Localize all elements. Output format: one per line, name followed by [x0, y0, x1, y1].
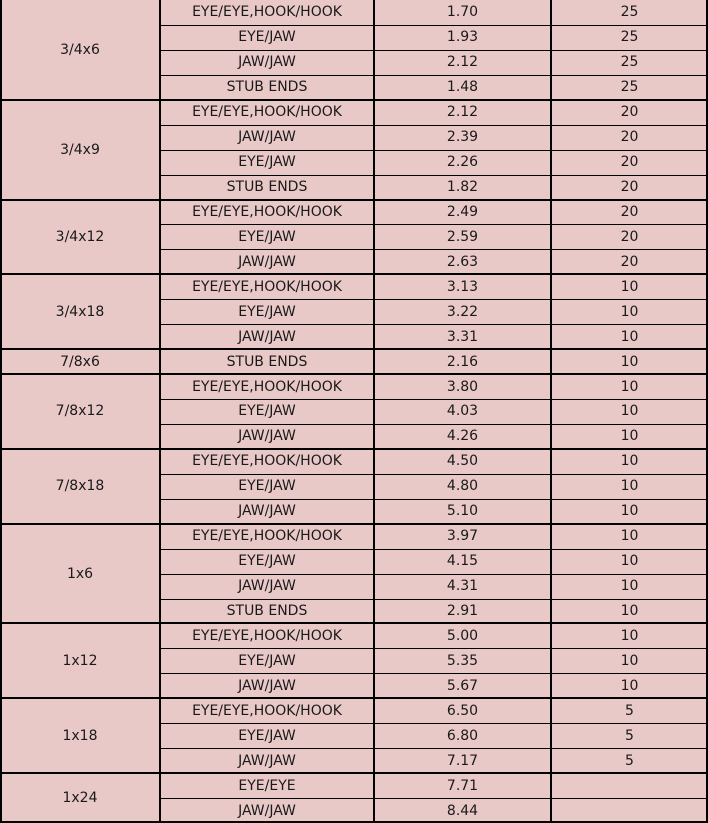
end-type-cell: EYE/JAW [160, 224, 374, 249]
price-cell: 2.59 [374, 224, 551, 249]
end-type-cell: EYE/EYE,HOOK/HOOK [160, 449, 374, 474]
size-cell: 3/4x12 [0, 200, 160, 275]
size-cell: 3/4x6 [0, 0, 160, 100]
quantity-cell: 25 [551, 25, 708, 50]
quantity-cell: 10 [551, 474, 708, 499]
price-cell: 2.16 [374, 349, 551, 374]
end-type-cell: EYE/JAW [160, 299, 374, 324]
size-cell: 3/4x9 [0, 100, 160, 200]
end-type-cell: JAW/JAW [160, 324, 374, 349]
group-divider [0, 199, 708, 201]
quantity-cell: 5 [551, 748, 708, 773]
price-cell: 2.26 [374, 150, 551, 175]
end-type-cell: EYE/EYE,HOOK/HOOK [160, 274, 374, 299]
end-type-cell: EYE/EYE,HOOK/HOOK [160, 698, 374, 723]
end-type-cell: EYE/JAW [160, 399, 374, 424]
quantity-cell: 10 [551, 499, 708, 524]
quantity-cell: 10 [551, 324, 708, 349]
group-divider [0, 697, 708, 699]
group-divider [0, 622, 708, 624]
end-type-cell: STUB ENDS [160, 75, 374, 100]
price-cell: 5.10 [374, 499, 551, 524]
end-type-cell: STUB ENDS [160, 175, 374, 200]
size-cell: 1x6 [0, 524, 160, 624]
quantity-cell: 20 [551, 100, 708, 125]
quantity-cell: 10 [551, 299, 708, 324]
group-divider [0, 273, 708, 275]
row-divider [160, 299, 708, 300]
group-divider [0, 772, 708, 774]
quantity-cell: 20 [551, 175, 708, 200]
group-divider [0, 448, 708, 450]
quantity-cell: 5 [551, 723, 708, 748]
row-divider [160, 474, 708, 475]
end-type-cell: JAW/JAW [160, 50, 374, 75]
quantity-cell: 10 [551, 623, 708, 648]
end-type-cell: EYE/JAW [160, 723, 374, 748]
row-divider [160, 175, 708, 176]
quantity-cell: 10 [551, 274, 708, 299]
end-type-cell: EYE/EYE,HOOK/HOOK [160, 524, 374, 549]
size-cell: 3/4x18 [0, 274, 160, 349]
price-cell: 7.71 [374, 773, 551, 798]
price-cell: 6.50 [374, 698, 551, 723]
quantity-cell: 10 [551, 549, 708, 574]
price-cell: 4.31 [374, 574, 551, 599]
quantity-cell: 10 [551, 349, 708, 374]
group-divider [0, 523, 708, 525]
price-cell: 4.03 [374, 399, 551, 424]
row-divider [160, 549, 708, 550]
quantity-cell [551, 773, 708, 798]
price-cell: 4.26 [374, 424, 551, 449]
price-cell: 4.80 [374, 474, 551, 499]
size-cell: 1x24 [0, 773, 160, 823]
end-type-cell: EYE/EYE,HOOK/HOOK [160, 623, 374, 648]
quantity-cell: 25 [551, 50, 708, 75]
end-type-cell: JAW/JAW [160, 125, 374, 150]
price-cell: 5.35 [374, 648, 551, 673]
price-cell: 1.48 [374, 75, 551, 100]
price-cell: 6.80 [374, 723, 551, 748]
price-cell: 3.13 [374, 274, 551, 299]
quantity-cell: 20 [551, 249, 708, 274]
row-divider [160, 574, 708, 575]
quantity-cell [551, 798, 708, 823]
price-cell: 5.67 [374, 673, 551, 698]
row-divider [160, 424, 708, 425]
quantity-cell: 20 [551, 125, 708, 150]
price-cell: 1.82 [374, 175, 551, 200]
quantity-cell: 10 [551, 673, 708, 698]
column-divider [373, 0, 375, 823]
end-type-cell: EYE/JAW [160, 25, 374, 50]
group-divider [0, 99, 708, 101]
row-divider [160, 224, 708, 225]
price-cell: 8.44 [374, 798, 551, 823]
price-cell: 2.12 [374, 100, 551, 125]
quantity-cell: 20 [551, 224, 708, 249]
price-cell: 4.15 [374, 549, 551, 574]
row-divider [160, 324, 708, 325]
row-divider [160, 723, 708, 724]
end-type-cell: EYE/EYE,HOOK/HOOK [160, 200, 374, 225]
price-cell: 2.39 [374, 125, 551, 150]
quantity-cell: 10 [551, 374, 708, 399]
size-cell: 7/8x12 [0, 374, 160, 449]
price-cell: 2.49 [374, 200, 551, 225]
quantity-cell: 10 [551, 399, 708, 424]
row-divider [160, 499, 708, 500]
quantity-cell: 25 [551, 75, 708, 100]
price-cell: 3.97 [374, 524, 551, 549]
end-type-cell: EYE/EYE,HOOK/HOOK [160, 0, 374, 25]
price-cell: 5.00 [374, 623, 551, 648]
quantity-cell: 20 [551, 200, 708, 225]
group-divider [0, 373, 708, 375]
quantity-cell: 10 [551, 524, 708, 549]
price-cell: 3.80 [374, 374, 551, 399]
end-type-cell: JAW/JAW [160, 249, 374, 274]
row-divider [160, 150, 708, 151]
price-cell: 4.50 [374, 449, 551, 474]
row-divider [160, 648, 708, 649]
end-type-cell: JAW/JAW [160, 424, 374, 449]
price-cell: 3.22 [374, 299, 551, 324]
row-divider [160, 798, 708, 799]
quantity-cell: 10 [551, 449, 708, 474]
column-divider [550, 0, 552, 823]
end-type-cell: EYE/EYE [160, 773, 374, 798]
quantity-cell: 10 [551, 648, 708, 673]
row-divider [160, 748, 708, 749]
end-type-cell: EYE/JAW [160, 150, 374, 175]
end-type-cell: JAW/JAW [160, 499, 374, 524]
row-divider [160, 599, 708, 600]
end-type-cell: JAW/JAW [160, 798, 374, 823]
row-divider [160, 75, 708, 76]
row-divider [160, 399, 708, 400]
row-divider [160, 25, 708, 26]
table-left-border [0, 0, 2, 823]
size-cell: 7/8x6 [0, 349, 160, 374]
price-cell: 1.93 [374, 25, 551, 50]
end-type-cell: EYE/JAW [160, 549, 374, 574]
end-type-cell: EYE/EYE,HOOK/HOOK [160, 100, 374, 125]
quantity-cell: 5 [551, 698, 708, 723]
size-cell: 1x12 [0, 623, 160, 698]
price-cell: 2.91 [374, 599, 551, 624]
row-divider [160, 249, 708, 250]
end-type-cell: STUB ENDS [160, 599, 374, 624]
end-type-cell: EYE/EYE,HOOK/HOOK [160, 374, 374, 399]
end-type-cell: JAW/JAW [160, 673, 374, 698]
column-divider [159, 0, 161, 823]
row-divider [160, 50, 708, 51]
price-cell: 2.12 [374, 50, 551, 75]
price-cell: 2.63 [374, 249, 551, 274]
quantity-cell: 10 [551, 424, 708, 449]
size-cell: 1x18 [0, 698, 160, 773]
size-cell: 7/8x18 [0, 449, 160, 524]
end-type-cell: JAW/JAW [160, 574, 374, 599]
row-divider [160, 673, 708, 674]
price-cell: 1.70 [374, 0, 551, 25]
quantity-cell: 10 [551, 574, 708, 599]
quantity-cell: 25 [551, 0, 708, 25]
end-type-cell: EYE/JAW [160, 648, 374, 673]
price-cell: 7.17 [374, 748, 551, 773]
end-type-cell: STUB ENDS [160, 349, 374, 374]
group-divider [0, 348, 708, 350]
quantity-cell: 10 [551, 599, 708, 624]
row-divider [160, 125, 708, 126]
price-cell: 3.31 [374, 324, 551, 349]
end-type-cell: JAW/JAW [160, 748, 374, 773]
end-type-cell: EYE/JAW [160, 474, 374, 499]
quantity-cell: 20 [551, 150, 708, 175]
